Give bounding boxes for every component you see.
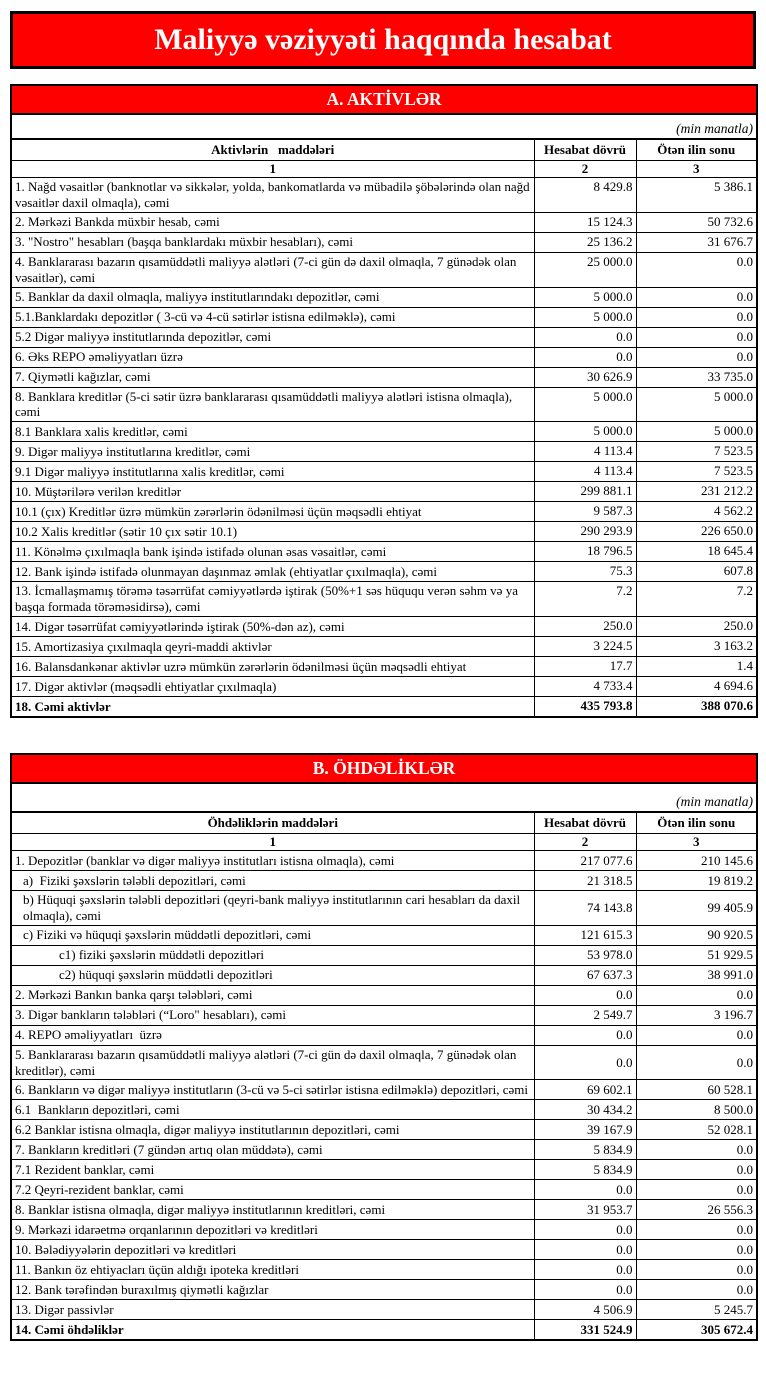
row-value-current-period: 0.0 [534, 1240, 636, 1260]
row-value-current-period: 0.0 [534, 1025, 636, 1045]
row-label: 10. Bələdiyyələrin depozitləri və kreditləri [11, 1240, 534, 1260]
row-label: 5. Banklar da daxil olmaqla, maliyyə institutlarındakı depozitlər, cəmi [11, 287, 534, 307]
row-value-current-period: 5 000.0 [534, 307, 636, 327]
row-label: 6.2 Banklar istisna olmaqla, digər maliyyə institutlarının depozitləri, cəmi [11, 1120, 534, 1140]
row-value-current-period: 25 000.0 [534, 252, 636, 287]
table-row [11, 985, 757, 1005]
row-value-current-period: 18 796.5 [534, 542, 636, 562]
table-row [11, 925, 757, 945]
row-value-previous-year: 210 145.6 [636, 851, 757, 871]
row-label: 3. "Nostro" hesabları (başqa banklardakı müxbir hesabları), cəmi [11, 232, 534, 252]
row-value-current-period: 331 524.9 [534, 1320, 636, 1341]
row-label: 13. Digər passivlər [11, 1300, 534, 1320]
row-label: 7.1 Rezident banklar, cəmi [11, 1160, 534, 1180]
row-value-previous-year: 19 819.2 [636, 871, 757, 891]
row-value-current-period: 5 000.0 [534, 287, 636, 307]
row-value-current-period: 121 615.3 [534, 925, 636, 945]
row-value-previous-year: 305 672.4 [636, 1320, 757, 1341]
table-row [11, 387, 757, 422]
row-label: b) Hüquqi şəxslərin tələbli depozitləri (qeyri-bank maliyyə institutlarının cari hesabları da daxil olmaqla), cəmi [11, 891, 534, 926]
row-value-current-period: 0.0 [534, 985, 636, 1005]
row-label: 17. Digər aktivlər (məqsədli ehtiyatlar çıxılmaqla) [11, 676, 534, 696]
row-value-previous-year: 0.0 [636, 1160, 757, 1180]
row-label: 9. Digər maliyyə institutlarına kreditlər, cəmi [11, 442, 534, 462]
row-value-previous-year: 250.0 [636, 616, 757, 636]
assets-table-body [11, 178, 757, 717]
row-value-current-period: 290 293.9 [534, 522, 636, 542]
table-row [11, 327, 757, 347]
row-label: 10. Müştərilərə verilən kreditlər [11, 482, 534, 502]
row-label: 14. Digər təsərrüfat cəmiyyətlərində iştirak (50%-dən az), cəmi [11, 616, 534, 636]
row-value-current-period: 0.0 [534, 1045, 636, 1080]
table-row [11, 1260, 757, 1280]
row-value-previous-year: 226 650.0 [636, 522, 757, 542]
liabilities-table [10, 753, 758, 1342]
table-row [11, 252, 757, 287]
row-label: 9. Mərkəzi idarəetmə orqanlarının depozitləri və kreditləri [11, 1220, 534, 1240]
row-value-current-period: 5 000.0 [534, 387, 636, 422]
row-label: 5.2 Digər maliyyə institutlarında depozitlər, cəmi [11, 327, 534, 347]
row-value-previous-year: 0.0 [636, 1045, 757, 1080]
row-value-previous-year: 4 694.6 [636, 676, 757, 696]
row-label: 14. Cəmi öhdəliklər [11, 1320, 534, 1341]
row-label: 1. Depozitlər (banklar və digər maliyyə institutları istisna olmaqla), cəmi [11, 851, 534, 871]
row-value-current-period: 435 793.8 [534, 696, 636, 717]
report-title: Maliyyə vəziyyəti haqqında hesabat [10, 11, 756, 69]
row-value-current-period: 0.0 [534, 327, 636, 347]
row-label: 8.1 Banklara xalis kreditlər, cəmi [11, 422, 534, 442]
row-label: 13. İcmallaşmamış törəmə təsərrüfat cəmiyyətlərdə iştirak (50%+1 səs hüququ verən səhm və ya başqa formada törəməsidirsə), cəmi [11, 582, 534, 617]
row-value-previous-year: 0.0 [636, 1025, 757, 1045]
row-label: c1) fiziki şəxslərin müddətli depozitləri [11, 945, 534, 965]
row-value-previous-year: 31 676.7 [636, 232, 757, 252]
table-row [11, 542, 757, 562]
row-value-current-period: 67 637.3 [534, 965, 636, 985]
row-label: 11. Könəlmə çıxılmaqla bank işində istifadə olunan əsas vəsaitlər, cəmi [11, 542, 534, 562]
liabilities-column-header-row [11, 812, 757, 833]
row-value-previous-year: 0.0 [636, 1220, 757, 1240]
table-row [11, 891, 757, 926]
row-value-current-period: 5 834.9 [534, 1160, 636, 1180]
table-row [11, 442, 757, 462]
table-row [11, 212, 757, 232]
row-label: 3. Digər bankların tələbləri (“Loro" hesabları), cəmi [11, 1005, 534, 1025]
row-label: 2. Mərkəzi Bankın banka qarşı tələbləri, cəmi [11, 985, 534, 1005]
row-label: 18. Cəmi aktivlər [11, 696, 534, 717]
assets-column-index-row [11, 161, 757, 178]
unit-note: (min manatla) [11, 783, 757, 812]
row-value-current-period: 250.0 [534, 616, 636, 636]
row-value-current-period: 217 077.6 [534, 851, 636, 871]
table-row [11, 287, 757, 307]
table-row [11, 462, 757, 482]
row-value-current-period: 3 224.5 [534, 636, 636, 656]
row-label: 11. Bankın öz ehtiyacları üçün aldığı ipoteka kreditləri [11, 1260, 534, 1280]
row-value-previous-year: 0.0 [636, 1280, 757, 1300]
col-index-2: 2 [534, 161, 636, 178]
row-value-previous-year: 4 562.2 [636, 502, 757, 522]
row-label: 5. Banklararası bazarın qısamüddətli maliyyə alətləri (7-ci gün də daxil olmaqla, 7 günədək olan kreditlər), cəmi [11, 1045, 534, 1080]
row-value-current-period: 4 733.4 [534, 676, 636, 696]
row-value-current-period: 5 834.9 [534, 1140, 636, 1160]
row-value-previous-year: 607.8 [636, 562, 757, 582]
col-index-1: 1 [11, 161, 534, 178]
table-row [11, 696, 757, 717]
row-value-previous-year: 1.4 [636, 656, 757, 676]
row-label: 5.1.Banklardakı depozitlər ( 3-cü və 4-cü sətirlər istisna edilməklə), cəmi [11, 307, 534, 327]
row-value-previous-year: 5 000.0 [636, 387, 757, 422]
row-value-previous-year: 90 920.5 [636, 925, 757, 945]
row-value-previous-year: 0.0 [636, 1180, 757, 1200]
row-value-current-period: 2 549.7 [534, 1005, 636, 1025]
row-label: 10.1 (çıx) Kreditlər üzrə mümkün zərərlərin ödənilməsi üçün məqsədli ehtiyat [11, 502, 534, 522]
col-header-current-period: Hesabat dövrü [534, 139, 636, 160]
row-label: 6. Bankların və digər maliyyə institutların (3-cü və 5-ci sətirlər istisna edilməklə) depozitləri, cəmi [11, 1080, 534, 1100]
row-value-previous-year: 0.0 [636, 252, 757, 287]
assets-section-banner [11, 85, 757, 114]
row-label: 4. Banklararası bazarın qısamüddətli maliyyə alətləri (7-ci gün də daxil olmaqla, 7 günədək olan vəsaitlər), cəmi [11, 252, 534, 287]
row-label: 7. Qiymətli kağızlar, cəmi [11, 367, 534, 387]
table-row [11, 1005, 757, 1025]
row-value-previous-year: 51 929.5 [636, 945, 757, 965]
table-row [11, 1100, 757, 1120]
row-value-previous-year: 38 991.0 [636, 965, 757, 985]
row-value-previous-year: 0.0 [636, 307, 757, 327]
liabilities-banner-label: B. ÖHDƏLİKLƏR [11, 754, 757, 783]
row-label: 1. Nağd vəsaitlər (banknotlar və sikkələr, yolda, bankomatlarda və mübadilə şöbələrində olan nağd vəsaitlər daxil olmaqla), cəmi [11, 178, 534, 213]
row-label: 4. REPO əməliyyatları üzrə [11, 1025, 534, 1045]
col-header-previous-year: Ötən ilin sonu [636, 139, 757, 160]
table-row [11, 1140, 757, 1160]
row-value-current-period: 0.0 [534, 1220, 636, 1240]
table-row [11, 616, 757, 636]
table-row [11, 965, 757, 985]
col-header-items: Öhdəliklərin maddələri [11, 812, 534, 833]
row-value-previous-year: 50 732.6 [636, 212, 757, 232]
assets-column-header-row [11, 139, 757, 160]
row-value-current-period: 0.0 [534, 1260, 636, 1280]
row-value-previous-year: 33 735.0 [636, 367, 757, 387]
row-value-current-period: 30 626.9 [534, 367, 636, 387]
row-value-current-period: 25 136.2 [534, 232, 636, 252]
row-value-current-period: 4 506.9 [534, 1300, 636, 1320]
row-label: 12. Bank işində istifadə olunmayan daşınmaz əmlak (ehtiyatlar çıxılmaqla), cəmi [11, 562, 534, 582]
table-row [11, 482, 757, 502]
table-row [11, 367, 757, 387]
row-value-current-period: 17.7 [534, 656, 636, 676]
col-index-2: 2 [534, 834, 636, 851]
table-row [11, 582, 757, 617]
row-label: 2. Mərkəzi Bankda müxbir hesab, cəmi [11, 212, 534, 232]
row-label: 8. Banklara kreditlər (5-ci sətir üzrə banklararası qısamüddətli maliyyə alətləri istisna olmaqla), cəmi [11, 387, 534, 422]
assets-unit-note-row [11, 114, 757, 139]
row-value-current-period: 299 881.1 [534, 482, 636, 502]
col-header-current-period: Hesabat dövrü [534, 812, 636, 833]
row-label: 9.1 Digər maliyyə institutlarına xalis kreditlər, cəmi [11, 462, 534, 482]
col-index-3: 3 [636, 834, 757, 851]
table-row [11, 1300, 757, 1320]
row-value-current-period: 21 318.5 [534, 871, 636, 891]
row-label: a) Fiziki şəxslərin tələbli depozitləri, cəmi [11, 871, 534, 891]
table-row [11, 1080, 757, 1100]
table-row [11, 1200, 757, 1220]
table-row [11, 1120, 757, 1140]
row-label: 8. Banklar istisna olmaqla, digər maliyyə institutlarının kreditləri, cəmi [11, 1200, 534, 1220]
row-value-previous-year: 388 070.6 [636, 696, 757, 717]
row-value-current-period: 15 124.3 [534, 212, 636, 232]
row-value-current-period: 4 113.4 [534, 442, 636, 462]
row-value-previous-year: 0.0 [636, 1140, 757, 1160]
row-value-current-period: 0.0 [534, 1180, 636, 1200]
row-value-previous-year: 52 028.1 [636, 1120, 757, 1140]
table-row [11, 562, 757, 582]
assets-table [10, 84, 758, 718]
liabilities-unit-note-row [11, 783, 757, 812]
table-row [11, 347, 757, 367]
row-value-current-period: 69 602.1 [534, 1080, 636, 1100]
row-value-previous-year: 0.0 [636, 347, 757, 367]
row-label: 6.1 Bankların depozitləri, cəmi [11, 1100, 534, 1120]
col-index-3: 3 [636, 161, 757, 178]
table-row [11, 1220, 757, 1240]
col-header-items: Aktivlərin maddələri [11, 139, 534, 160]
unit-note: (min manatla) [11, 114, 757, 139]
row-value-current-period: 30 434.2 [534, 1100, 636, 1120]
table-row [11, 636, 757, 656]
liabilities-section-banner [11, 754, 757, 783]
row-value-previous-year: 99 405.9 [636, 891, 757, 926]
table-row [11, 1180, 757, 1200]
table-row [11, 232, 757, 252]
row-value-previous-year: 3 163.2 [636, 636, 757, 656]
row-value-current-period: 0.0 [534, 347, 636, 367]
row-value-previous-year: 0.0 [636, 327, 757, 347]
row-value-current-period: 7.2 [534, 582, 636, 617]
row-value-previous-year: 18 645.4 [636, 542, 757, 562]
row-value-previous-year: 8 500.0 [636, 1100, 757, 1120]
table-row [11, 1240, 757, 1260]
table-row [11, 871, 757, 891]
table-row [11, 1280, 757, 1300]
row-value-current-period: 5 000.0 [534, 422, 636, 442]
row-value-current-period: 0.0 [534, 1280, 636, 1300]
row-label: 6. Əks REPO əməliyyatları üzrə [11, 347, 534, 367]
row-value-current-period: 8 429.8 [534, 178, 636, 213]
row-value-current-period: 74 143.8 [534, 891, 636, 926]
row-label: c) Fiziki və hüquqi şəxslərin müddətli depozitləri, cəmi [11, 925, 534, 945]
row-value-previous-year: 3 196.7 [636, 1005, 757, 1025]
row-value-current-period: 9 587.3 [534, 502, 636, 522]
row-value-current-period: 75.3 [534, 562, 636, 582]
row-value-current-period: 4 113.4 [534, 462, 636, 482]
row-value-previous-year: 7 523.5 [636, 462, 757, 482]
row-label: 7. Bankların kreditləri (7 gündən artıq olan müddətə), cəmi [11, 1140, 534, 1160]
row-value-current-period: 31 953.7 [534, 1200, 636, 1220]
row-value-previous-year: 0.0 [636, 1260, 757, 1280]
row-value-previous-year: 5 000.0 [636, 422, 757, 442]
table-row [11, 502, 757, 522]
table-row [11, 676, 757, 696]
row-value-previous-year: 5 386.1 [636, 178, 757, 213]
row-label: 10.2 Xalis kreditlər (sətir 10 çıx sətir 10.1) [11, 522, 534, 542]
table-row [11, 851, 757, 871]
row-label: 16. Balansdankənar aktivlər uzrə mümkün zərərlərin ödənilməsi üçün məqsədli ehtiyat [11, 656, 534, 676]
col-index-1: 1 [11, 834, 534, 851]
table-row [11, 178, 757, 213]
table-row [11, 522, 757, 542]
table-row [11, 656, 757, 676]
row-value-previous-year: 0.0 [636, 985, 757, 1005]
liabilities-column-index-row [11, 834, 757, 851]
row-value-previous-year: 26 556.3 [636, 1200, 757, 1220]
assets-banner-label: A. AKTİVLƏR [11, 85, 757, 114]
table-row [11, 307, 757, 327]
row-label: 12. Bank tərəfindən buraxılmış qiymətli kağızlar [11, 1280, 534, 1300]
table-row [11, 1320, 757, 1341]
row-label: 15. Amortizasiya çıxılmaqla qeyri-maddi aktivlər [11, 636, 534, 656]
row-value-previous-year: 5 245.7 [636, 1300, 757, 1320]
table-row [11, 1160, 757, 1180]
liabilities-table-body [11, 851, 757, 1341]
row-value-previous-year: 0.0 [636, 1240, 757, 1260]
row-label: 7.2 Qeyri-rezident banklar, cəmi [11, 1180, 534, 1200]
row-value-previous-year: 231 212.2 [636, 482, 757, 502]
row-label: c2) hüquqi şəxslərin müddətli depozitləri [11, 965, 534, 985]
row-value-previous-year: 7 523.5 [636, 442, 757, 462]
table-row [11, 1025, 757, 1045]
table-row [11, 422, 757, 442]
table-row [11, 945, 757, 965]
row-value-current-period: 39 167.9 [534, 1120, 636, 1140]
row-value-current-period: 53 978.0 [534, 945, 636, 965]
table-row [11, 1045, 757, 1080]
col-header-previous-year: Ötən ilin sonu [636, 812, 757, 833]
row-value-previous-year: 60 528.1 [636, 1080, 757, 1100]
row-value-previous-year: 0.0 [636, 287, 757, 307]
row-value-previous-year: 7.2 [636, 582, 757, 617]
